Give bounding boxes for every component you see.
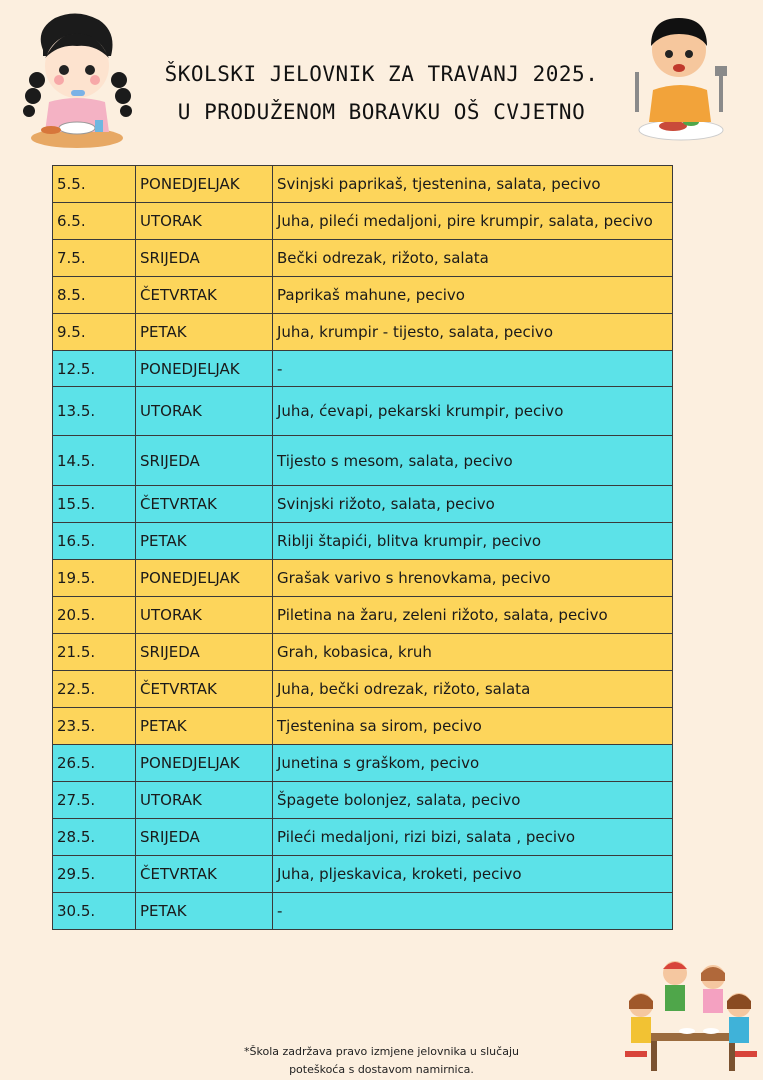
menu-date: 15.5.	[53, 486, 136, 523]
page-title	[150, 55, 613, 131]
menu-row	[53, 387, 673, 436]
menu-row	[53, 486, 673, 523]
menu-row	[53, 351, 673, 387]
menu-date: 6.5.	[53, 203, 136, 240]
menu-day: UTORAK	[136, 782, 273, 819]
menu-date: 23.5.	[53, 708, 136, 745]
menu-meal: Riblji štapići, blitva krumpir, pecivo	[273, 523, 673, 560]
menu-meal: Svinjski rižoto, salata, pecivo	[273, 486, 673, 523]
footnote-line-1: *Škola zadržava pravo izmjene jelovnika u slučaju	[244, 1045, 519, 1058]
menu-meal: Tjestenina sa sirom, pecivo	[273, 708, 673, 745]
menu-row	[53, 523, 673, 560]
menu-day: PETAK	[136, 708, 273, 745]
menu-meal: Juha, pileći medaljoni, pire krumpir, salata, pecivo	[273, 203, 673, 240]
menu-day: ČETVRTAK	[136, 856, 273, 893]
menu-day: UTORAK	[136, 203, 273, 240]
girl-eating-illustration	[15, 10, 135, 150]
menu-day: ČETVRTAK	[136, 486, 273, 523]
menu-date: 27.5.	[53, 782, 136, 819]
menu-row	[53, 203, 673, 240]
footnote	[200, 1043, 563, 1079]
menu-meal: Junetina s graškom, pecivo	[273, 745, 673, 782]
menu-day: SRIJEDA	[136, 436, 273, 486]
menu-day: PONEDJELJAK	[136, 166, 273, 203]
menu-meal: Bečki odrezak, rižoto, salata	[273, 240, 673, 277]
menu-table	[52, 165, 673, 930]
menu-row	[53, 819, 673, 856]
footnote-line-2: poteškoća s dostavom namirnica.	[289, 1063, 474, 1076]
menu-row	[53, 314, 673, 351]
menu-date: 30.5.	[53, 893, 136, 930]
menu-row	[53, 597, 673, 634]
menu-meal: Grah, kobasica, kruh	[273, 634, 673, 671]
menu-date: 20.5.	[53, 597, 136, 634]
menu-date: 16.5.	[53, 523, 136, 560]
menu-meal: Tijesto s mesom, salata, pecivo	[273, 436, 673, 486]
menu-day: PONEDJELJAK	[136, 560, 273, 597]
menu-day: SRIJEDA	[136, 819, 273, 856]
boy-eating-illustration	[615, 10, 740, 150]
menu-row	[53, 856, 673, 893]
menu-date: 21.5.	[53, 634, 136, 671]
menu-date: 26.5.	[53, 745, 136, 782]
menu-meal: -	[273, 351, 673, 387]
menu-meal: Paprikaš mahune, pecivo	[273, 277, 673, 314]
menu-day: SRIJEDA	[136, 634, 273, 671]
menu-day: PETAK	[136, 523, 273, 560]
menu-meal: Svinjski paprikaš, tjestenina, salata, pecivo	[273, 166, 673, 203]
menu-row	[53, 436, 673, 486]
menu-date: 7.5.	[53, 240, 136, 277]
menu-day: PONEDJELJAK	[136, 745, 273, 782]
menu-date: 12.5.	[53, 351, 136, 387]
menu-meal: Špagete bolonjez, salata, pecivo	[273, 782, 673, 819]
menu-date: 5.5.	[53, 166, 136, 203]
menu-table-body	[53, 166, 673, 930]
menu-meal: -	[273, 893, 673, 930]
menu-date: 19.5.	[53, 560, 136, 597]
menu-meal: Juha, ćevapi, pekarski krumpir, pecivo	[273, 387, 673, 436]
title-line-1: ŠKOLSKI JELOVNIK ZA TRAVANJ 2025.	[164, 62, 599, 86]
menu-row	[53, 240, 673, 277]
menu-meal: Pileći medaljoni, rizi bizi, salata , pecivo	[273, 819, 673, 856]
menu-row	[53, 782, 673, 819]
menu-row	[53, 671, 673, 708]
menu-date: 14.5.	[53, 436, 136, 486]
menu-row	[53, 560, 673, 597]
menu-date: 29.5.	[53, 856, 136, 893]
menu-meal: Juha, bečki odrezak, rižoto, salata	[273, 671, 673, 708]
title-line-2: U PRODUŽENOM BORAVKU OŠ CVJETNO	[177, 100, 586, 124]
menu-row	[53, 708, 673, 745]
menu-meal: Piletina na žaru, zeleni rižoto, salata, pecivo	[273, 597, 673, 634]
menu-row	[53, 277, 673, 314]
menu-day: PETAK	[136, 314, 273, 351]
menu-day: UTORAK	[136, 597, 273, 634]
menu-date: 9.5.	[53, 314, 136, 351]
menu-row	[53, 634, 673, 671]
menu-day: PONEDJELJAK	[136, 351, 273, 387]
menu-meal: Juha, krumpir - tijesto, salata, pecivo	[273, 314, 673, 351]
menu-day: PETAK	[136, 893, 273, 930]
menu-day: ČETVRTAK	[136, 671, 273, 708]
menu-row	[53, 893, 673, 930]
menu-date: 8.5.	[53, 277, 136, 314]
children-dining-illustration	[615, 955, 760, 1077]
menu-day: UTORAK	[136, 387, 273, 436]
menu-meal: Grašak varivo s hrenovkama, pecivo	[273, 560, 673, 597]
menu-date: 22.5.	[53, 671, 136, 708]
menu-row	[53, 166, 673, 203]
menu-date: 28.5.	[53, 819, 136, 856]
menu-day: SRIJEDA	[136, 240, 273, 277]
menu-meal: Juha, pljeskavica, kroketi, pecivo	[273, 856, 673, 893]
menu-day: ČETVRTAK	[136, 277, 273, 314]
menu-date: 13.5.	[53, 387, 136, 436]
menu-row	[53, 745, 673, 782]
